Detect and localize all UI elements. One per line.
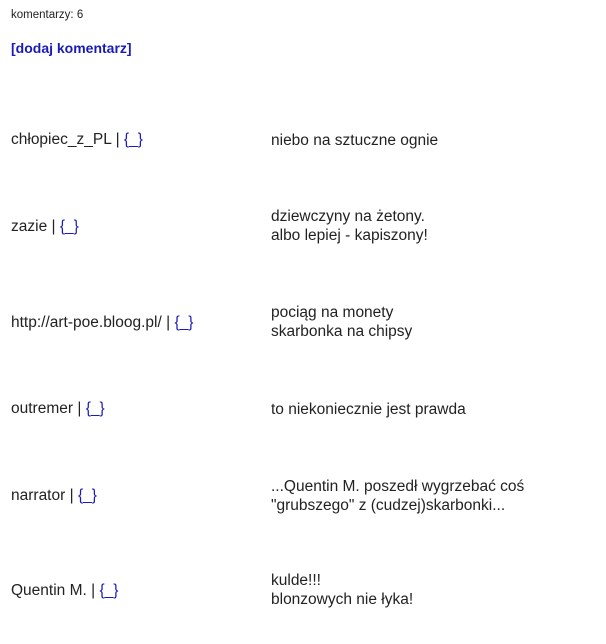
comment-author-line [11,131,143,149]
comment-text-line: dziewczyny na żetony. [271,208,425,225]
comment-text [271,477,524,515]
separator: | [115,131,120,148]
comment-author: chłopiec_z_PL [11,131,112,148]
comment-text-line: pociąg na monety [271,304,394,321]
comment-permalink[interactable]: {_} [77,487,97,504]
separator: | [91,582,96,599]
comments-count: komentarzy: 6 [11,9,84,21]
comment-permalink[interactable]: {_} [123,131,143,148]
comment-author: http://art-poe.bloog.pl/ [11,314,162,331]
comment-text-line: skarbonka na chipsy [271,323,413,340]
comment-permalink[interactable]: {_} [174,314,194,331]
separator: | [166,314,171,331]
comment-text-line: blonzowych nie łyka! [271,591,414,608]
comment-text-line: kulde!!! [271,572,321,589]
comment-text [271,400,466,419]
separator: | [51,218,56,235]
comment-text-line: "grubszego" z (cudzej)skarbonki... [271,497,506,514]
comment-permalink[interactable]: {_} [99,582,119,599]
comment-permalink[interactable]: {_} [59,218,79,235]
comment-author-line [11,218,79,236]
add-comment-link[interactable]: [dodaj komentarz] [11,40,132,56]
comment-author-line [11,487,97,505]
comment-author-line [11,400,105,418]
comment-text-line: niebo na sztuczne ognie [271,132,439,149]
separator: | [77,400,82,417]
comment-text [271,207,428,245]
comment-text-line: ...Quentin M. poszedł wygrzebać coś [271,478,525,495]
comment-text-line: to niekoniecznie jest prawda [271,401,466,418]
comment-author-line [11,314,193,332]
comment-text [271,131,438,150]
comment-permalink[interactable]: {_} [85,400,105,417]
comment-author: zazie [11,218,48,235]
comment-author-line [11,582,118,600]
comment-author: Quentin M. [11,582,87,599]
comment-text [271,571,413,609]
comment-text-line: albo lepiej - kapiszony! [271,227,428,244]
comment-text [271,303,412,341]
comment-author: narrator [11,487,66,504]
comment-author: outremer [11,400,74,417]
separator: | [69,487,74,504]
